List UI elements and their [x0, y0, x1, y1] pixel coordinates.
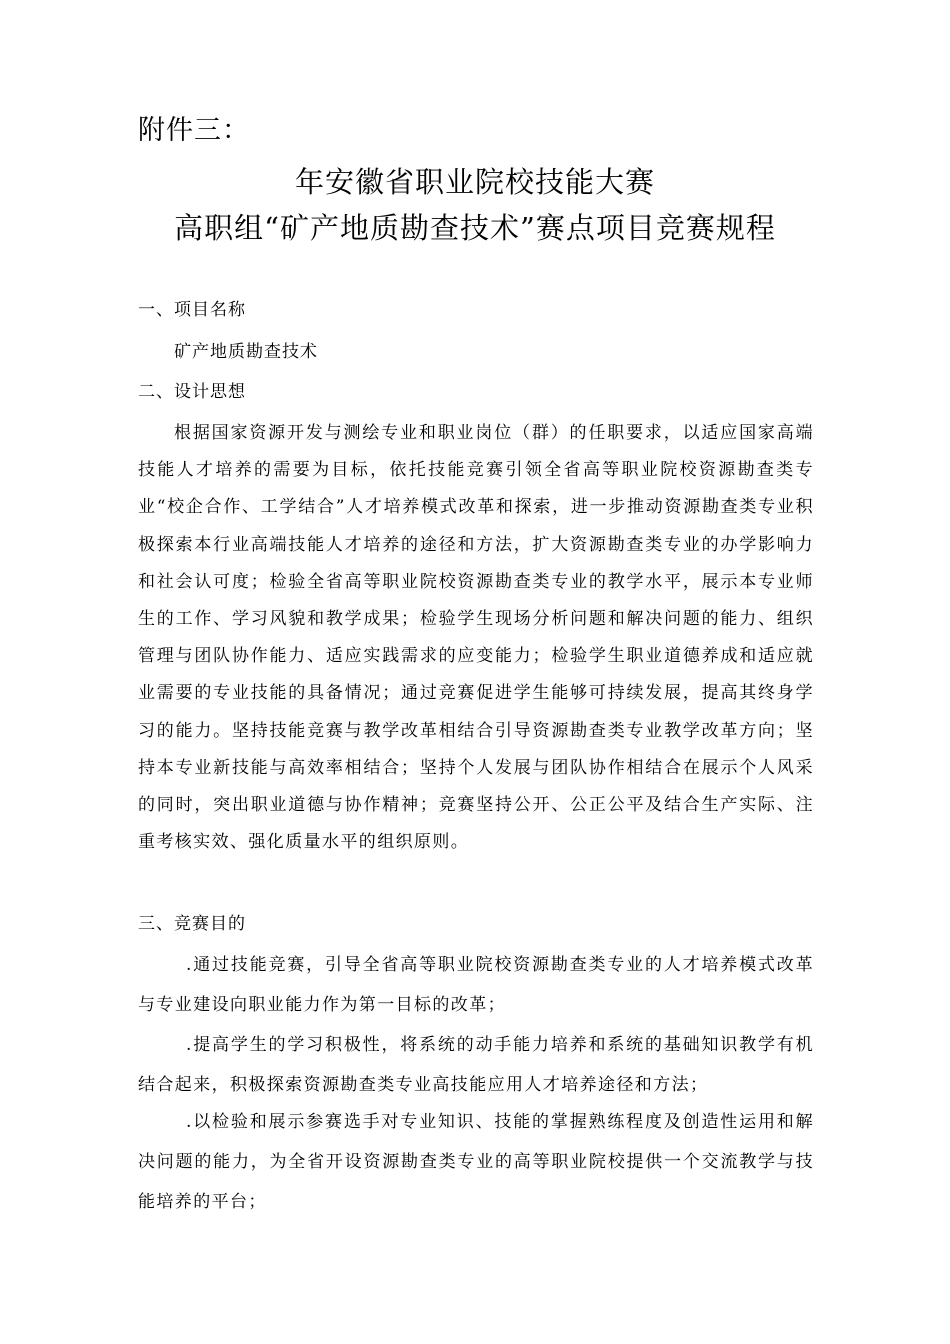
goal-item-3: .以检验和展示参赛选手对专业知识、技能的掌握熟练程度及创造性运用和解决问题的能力，为全省开设资源勘查类专业的高等职业院校提供一个交流教学与技能培养的平台； — [138, 1112, 814, 1212]
attachment-label: 附件三： — [138, 115, 250, 146]
goal-item-2: .提高学生的学习积极性，将系统的动手能力培养和系统的基础知识教学有机结合起来，积极探索资源勘查类专业高技能应用人才培养途径和方法； — [138, 1035, 814, 1095]
section-heading-project-name: 一、项目名称 — [138, 300, 246, 320]
design-idea-paragraph: 根据国家资源开发与测绘专业和职业岗位（群）的任职要求，以适应国家高端技能人才培养的需要为目标，依托技能竞赛引领全省高等职业院校资源勘查类专业“校企合作、工学结合”人才培养模式改革和探索，进一步推动资源勘查类专业积极探索本行业高端技能人才培养的途径和方法，扩大资源勘查类专业的办学影响力和社会认可度；检验全省高等职业院校资源勘查类专业的教学水平，展示本专业师生的工作、学习风貌和教学成果；检验学生现场分析问题和解决问题的能力、组织管理与团队协作能力、适应实践需求的应变能力；检验学生职业道德养成和适应就业需要的专业技能的具备情况；通过竞赛促进学生能够可持续发展，提高其终身学习的能力。坚持技能竞赛与教学改革相结合引导资源勘查类专业教学改革方向；坚持本专业新技能与高效率相结合；坚持个人发展与团队协作相结合在展示个人风采的同时，突出职业道德与协作精神；竞赛坚持公开、公正公平及结合生产实际、注重考核实效、强化质量水平的组织原则。 — [138, 423, 814, 853]
document-title-line-1: 年安徽省职业院校技能大赛 — [294, 165, 655, 199]
goal-item-1: .通过技能竞赛，引导全省高等职业院校资源勘查类专业的人才培养模式改革与专业建设向职业能力作为第一目标的改革； — [138, 955, 814, 1015]
document-title-line-2: 高职组“矿产地质勘查技术”赛点项目竞赛规程 — [174, 211, 776, 245]
section-heading-design-idea: 二、设计思想 — [138, 382, 246, 402]
project-name-text: 矿产地质勘查技术 — [174, 342, 318, 362]
section-heading-competition-goal: 三、竞赛目的 — [138, 914, 246, 934]
